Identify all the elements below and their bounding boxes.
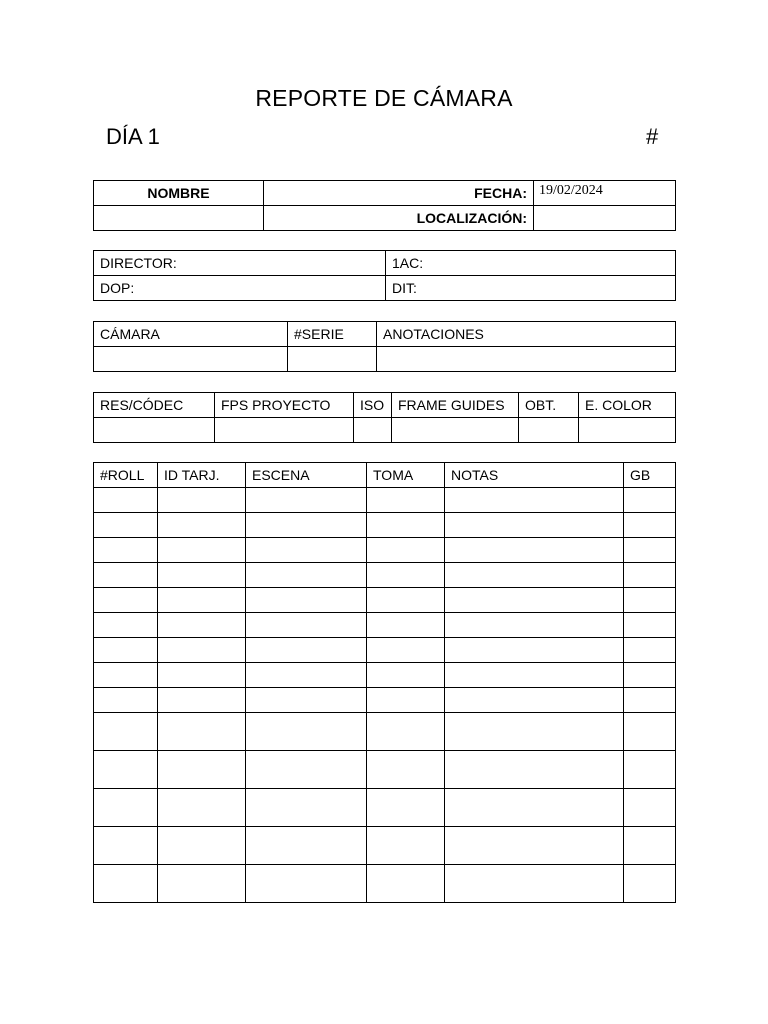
roll-cell[interactable]	[94, 588, 158, 613]
nombre-label: NOMBRE	[94, 181, 264, 206]
gb-cell[interactable]	[624, 588, 676, 613]
toma-cell[interactable]	[367, 751, 445, 789]
log-row	[94, 563, 676, 588]
obt-label: OBT.	[519, 393, 579, 418]
log-row	[94, 688, 676, 713]
toma-cell[interactable]	[367, 563, 445, 588]
notas-cell[interactable]	[445, 613, 624, 638]
id-tarj-cell[interactable]	[158, 827, 246, 865]
escena-cell[interactable]	[246, 827, 367, 865]
toma-cell[interactable]	[367, 538, 445, 563]
gb-cell[interactable]	[624, 513, 676, 538]
page-title: REPORTE DE CÁMARA	[255, 85, 513, 111]
escena-cell[interactable]	[246, 688, 367, 713]
id-tarj-cell[interactable]	[158, 538, 246, 563]
id-tarj-cell[interactable]	[158, 751, 246, 789]
roll-cell[interactable]	[94, 713, 158, 751]
toma-cell[interactable]	[367, 865, 445, 903]
production-info-table	[93, 180, 676, 231]
escena-cell[interactable]	[246, 488, 367, 513]
report-number-label: #	[646, 124, 659, 149]
notas-cell[interactable]	[445, 638, 624, 663]
roll-log-table	[93, 462, 676, 903]
roll-cell[interactable]	[94, 613, 158, 638]
roll-cell[interactable]	[94, 638, 158, 663]
gb-cell[interactable]	[624, 789, 676, 827]
notas-header: NOTAS	[445, 463, 624, 488]
escena-header: ESCENA	[246, 463, 367, 488]
notas-cell[interactable]	[445, 789, 624, 827]
localizacion-field[interactable]	[534, 206, 676, 231]
localizacion-label: LOCALIZACIÓN:	[264, 206, 534, 231]
camera-table	[93, 321, 676, 372]
fps-label: FPS PROYECTO	[215, 393, 354, 418]
escena-cell[interactable]	[246, 538, 367, 563]
toma-cell[interactable]	[367, 688, 445, 713]
anotaciones-field[interactable]	[377, 347, 676, 372]
notas-cell[interactable]	[445, 588, 624, 613]
dop-field[interactable]: DOP:	[94, 276, 386, 301]
notas-cell[interactable]	[445, 663, 624, 688]
log-row	[94, 638, 676, 663]
escena-cell[interactable]	[246, 638, 367, 663]
log-row	[94, 751, 676, 789]
fecha-label: FECHA:	[264, 181, 534, 206]
dit-field[interactable]: DIT:	[386, 276, 676, 301]
toma-cell[interactable]	[367, 588, 445, 613]
id-tarj-cell[interactable]	[158, 663, 246, 688]
iso-field[interactable]	[354, 418, 392, 443]
notas-cell[interactable]	[445, 865, 624, 903]
first-ac-field[interactable]: 1AC:	[386, 251, 676, 276]
gb-cell[interactable]	[624, 563, 676, 588]
iso-label: ISO	[354, 393, 392, 418]
log-row	[94, 663, 676, 688]
obt-field[interactable]	[519, 418, 579, 443]
roll-cell[interactable]	[94, 688, 158, 713]
log-row	[94, 613, 676, 638]
id-tarj-cell[interactable]	[158, 638, 246, 663]
roll-cell[interactable]	[94, 827, 158, 865]
notas-cell[interactable]	[445, 538, 624, 563]
toma-header: TOMA	[367, 463, 445, 488]
id-tarj-header: ID TARJ.	[158, 463, 246, 488]
fecha-field[interactable]: 19/02/2024	[534, 181, 676, 206]
toma-cell[interactable]	[367, 513, 445, 538]
log-header-row	[94, 463, 676, 488]
gb-cell[interactable]	[624, 865, 676, 903]
gb-header: GB	[624, 463, 676, 488]
notas-cell[interactable]	[445, 513, 624, 538]
roll-cell[interactable]	[94, 513, 158, 538]
ecolor-label: E. COLOR	[579, 393, 676, 418]
id-tarj-cell[interactable]	[158, 789, 246, 827]
id-tarj-cell[interactable]	[158, 865, 246, 903]
escena-cell[interactable]	[246, 588, 367, 613]
crew-table	[93, 250, 676, 301]
res-codec-label: RES/CÓDEC	[94, 393, 215, 418]
toma-cell[interactable]	[367, 713, 445, 751]
toma-cell[interactable]	[367, 827, 445, 865]
gb-cell[interactable]	[624, 751, 676, 789]
settings-table	[93, 392, 676, 443]
roll-cell[interactable]	[94, 751, 158, 789]
gb-cell[interactable]	[624, 613, 676, 638]
gb-cell[interactable]	[624, 638, 676, 663]
log-row	[94, 865, 676, 903]
nombre-field[interactable]	[94, 206, 264, 231]
log-row	[94, 827, 676, 865]
notas-cell[interactable]	[445, 488, 624, 513]
log-row	[94, 588, 676, 613]
log-row	[94, 538, 676, 563]
camara-label: CÁMARA	[94, 322, 288, 347]
log-row	[94, 713, 676, 751]
director-field[interactable]: DIRECTOR:	[94, 251, 386, 276]
serie-label: #SERIE	[288, 322, 377, 347]
res-codec-field[interactable]	[94, 418, 215, 443]
id-tarj-cell[interactable]	[158, 588, 246, 613]
roll-cell[interactable]	[94, 789, 158, 827]
escena-cell[interactable]	[246, 513, 367, 538]
toma-cell[interactable]	[367, 488, 445, 513]
gb-cell[interactable]	[624, 713, 676, 751]
serie-field[interactable]	[288, 347, 377, 372]
gb-cell[interactable]	[624, 688, 676, 713]
roll-cell[interactable]	[94, 563, 158, 588]
camara-field[interactable]	[94, 347, 288, 372]
id-tarj-cell[interactable]	[158, 613, 246, 638]
notas-cell[interactable]	[445, 688, 624, 713]
toma-cell[interactable]	[367, 638, 445, 663]
escena-cell[interactable]	[246, 563, 367, 588]
roll-cell[interactable]	[94, 865, 158, 903]
id-tarj-cell[interactable]	[158, 513, 246, 538]
gb-cell[interactable]	[624, 538, 676, 563]
gb-cell[interactable]	[624, 488, 676, 513]
toma-cell[interactable]	[367, 613, 445, 638]
roll-cell[interactable]	[94, 663, 158, 688]
toma-cell[interactable]	[367, 663, 445, 688]
roll-cell[interactable]	[94, 538, 158, 563]
notas-cell[interactable]	[445, 827, 624, 865]
escena-cell[interactable]	[246, 663, 367, 688]
anotaciones-label: ANOTACIONES	[377, 322, 676, 347]
escena-cell[interactable]	[246, 613, 367, 638]
id-tarj-cell[interactable]	[158, 713, 246, 751]
frame-guides-label: FRAME GUIDES	[392, 393, 519, 418]
id-tarj-cell[interactable]	[158, 563, 246, 588]
gb-cell[interactable]	[624, 663, 676, 688]
id-tarj-cell[interactable]	[158, 688, 246, 713]
gb-cell[interactable]	[624, 827, 676, 865]
ecolor-field[interactable]	[579, 418, 676, 443]
roll-header: #ROLL	[94, 463, 158, 488]
notas-cell[interactable]	[445, 751, 624, 789]
frame-guides-field[interactable]	[392, 418, 519, 443]
log-row	[94, 488, 676, 513]
escena-cell[interactable]	[246, 751, 367, 789]
escena-cell[interactable]	[246, 713, 367, 751]
notas-cell[interactable]	[445, 713, 624, 751]
toma-cell[interactable]	[367, 789, 445, 827]
day-label: DÍA 1	[106, 124, 160, 149]
id-tarj-cell[interactable]	[158, 488, 246, 513]
escena-cell[interactable]	[246, 865, 367, 903]
log-row	[94, 789, 676, 827]
log-row	[94, 513, 676, 538]
escena-cell[interactable]	[246, 789, 367, 827]
notas-cell[interactable]	[445, 563, 624, 588]
fps-field[interactable]	[215, 418, 354, 443]
roll-cell[interactable]	[94, 488, 158, 513]
